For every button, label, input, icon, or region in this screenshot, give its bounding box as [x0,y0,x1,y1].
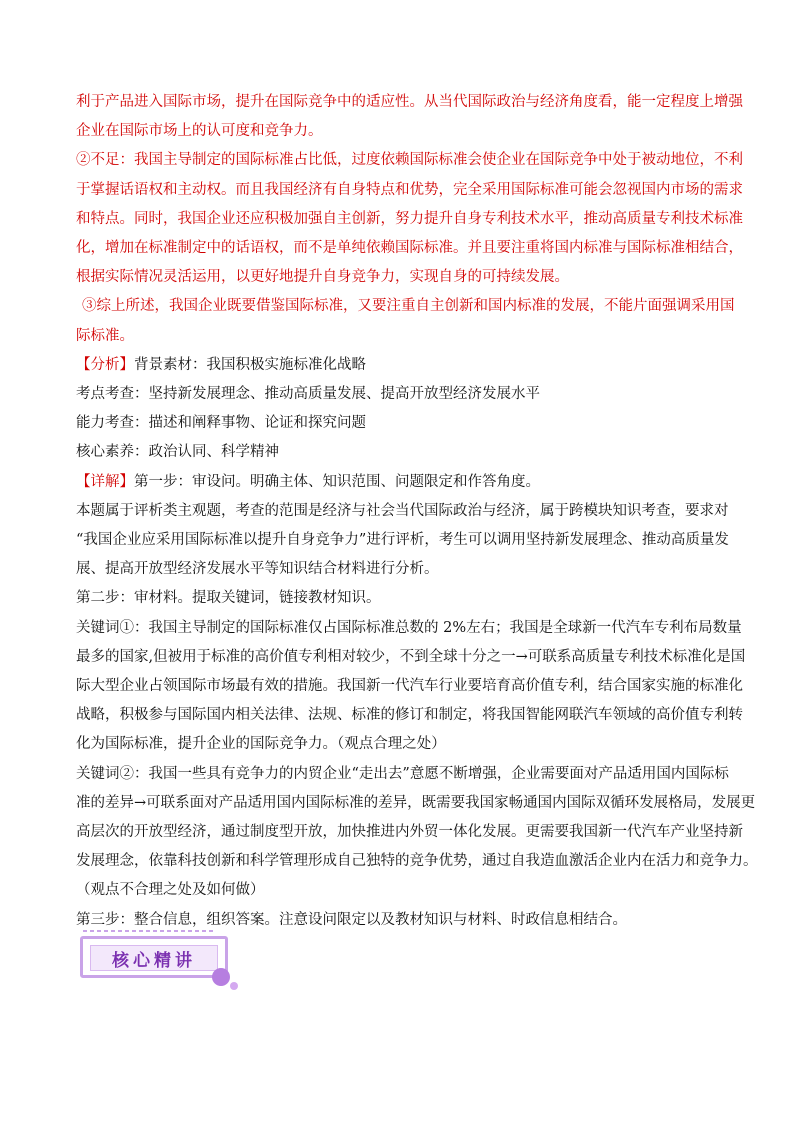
analysis-text-line: 【详解】第一步：审设问。明确主体、知识范围、问题限定和作答角度。 [76,473,540,490]
banner-title: 核心精讲 [112,950,196,971]
analysis-text-line: 第二步：审材料。提取关键词，链接教材知识。 [76,590,381,607]
banner-label-box [90,945,218,971]
analysis-text-line: 最多的国家,但被用于标准的高价值专利相对较少，不到全球十分之一→可联系高质量专利技术标准化是国 [76,648,746,665]
analysis-text-line: 考点考查：坚持新发展理念、推动高质量发展、提高开放型经济发展水平 [76,386,540,403]
answer-text-line: 利于产品进入国际市场，提升在国际竞争中的适应性。从当代国际政治与经济角度看，能一定程度上增强 [76,94,743,110]
analysis-text-line: “我国企业应采用国际标准以提升自身竞争力”进行评析，考生可以调用坚持新发展理念、推动高质量发 [76,532,729,549]
section-banner [80,936,240,992]
analysis-text-line: 展、提高开放型经济发展水平等知识结合材料进行分析。 [76,561,439,578]
document-body [76,88,758,935]
answer-text-line: 企业在国际市场上的认可度和竞争力。 [76,123,323,140]
answer-text-line: ③综上所述，我国企业既要借鉴国际标准，又要注重自主创新和国内标准的发展，不能片面强调采用国 [82,298,735,315]
answer-text-line: 根据实际情况灵活运用，以更好地提升自身竞争力，实现自身的可持续发展。 [76,269,569,286]
analysis-text-line: 发展理念，依靠科技创新和科学管理形成自己独特的竞争优势，通过自我造血激活企业内在活力和竞争力。 [76,853,758,870]
answer-text-line: 化，增加在标准制定中的话语权，而不是单纯依赖国际标准。并且要注重将国内标准与国际标准相结合， [76,240,743,257]
analysis-text-line: 能力考查：描述和阐释事物、论证和探究问题 [76,415,366,432]
banner-dashed-line [83,930,213,932]
analysis-text-line: 战略，积极参与国际国内相关法律、法规、标准的修订和制定，将我国智能网联汽车领域的高价值专利转 [76,707,743,724]
answer-text-line: 于掌握话语权和主动权。而且我国经济有自身特点和优势，完全采用国际标准可能会忽视国内市场的需求 [76,181,743,198]
analysis-text-line: 准的差异→可联系面对产品适用国内国际标准的差异，既需要我国家畅通国内国际双循环发展格局，发展更 [76,794,756,811]
banner-decor-circle-small [230,982,238,990]
answer-text-line: ②不足：我国主导制定的国际标准占比低，过度依赖国际标准会使企业在国际竞争中处于被动地位，不利 [76,152,743,169]
analysis-text-line: 关键词①：我国主导制定的国际标准仅占国际标准总数的 2%左右；我国是全球新一代汽车专利布局数量 [76,619,742,636]
analysis-text-line: 核心素养：政治认同、科学精神 [76,444,279,461]
answer-text-line: 际标准。 [76,327,134,344]
analysis-text-line: 际大型企业占领国际市场最有效的措施。我国新一代汽车行业要培育高价值专利，结合国家实施的标准化 [76,678,743,695]
analysis-text-line: 第三步：整合信息，组织答案。注意设问限定以及教材知识与材料、时政信息相结合。 [76,911,627,928]
banner-decor-circle-large [212,968,230,986]
answer-text-line: 和特点。同时，我国企业还应积极加强自主创新，努力提升自身专利技术水平，推动高质量专利技术标准 [76,210,743,227]
analysis-text-line: 关键词②：我国一些具有竞争力的内贸企业“走出去”意愿不断增强，企业需要面对产品适用国内国际标 [76,765,729,782]
section-label: 【详解】 [76,473,134,490]
section-label: 【分析】 [76,356,134,373]
analysis-text-line: 本题属于评析类主观题，考查的范围是经济与社会当代国际政治与经济，属于跨模块知识考查，要求对 [76,502,729,519]
analysis-text-line: 高层次的开放型经济，通过制度型开放，加快推进内外贸一体化发展。更需要我国新一代汽车产业坚持新 [76,824,743,841]
analysis-text-line: （观点不合理之处及如何做） [76,882,265,899]
analysis-text-line: 化为国际标准，提升企业的国际竞争力。（观点合理之处） [76,736,446,753]
banner-frame [80,936,228,978]
analysis-text-line: 【分析】背景素材：我国积极实施标准化战略 [76,356,366,373]
